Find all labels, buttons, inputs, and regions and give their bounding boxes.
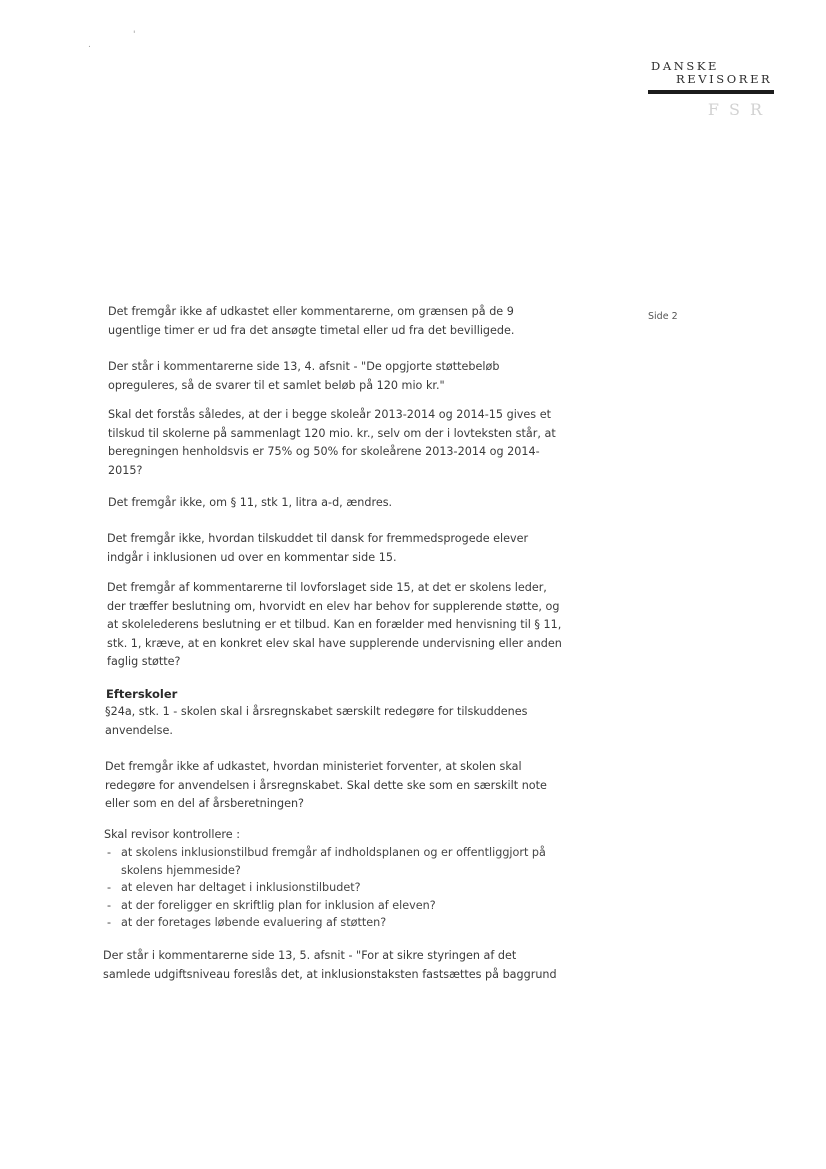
revisor-intro: [104, 826, 240, 845]
paragraph: [107, 530, 528, 567]
text-line: Det fremgår ikke af udkastet eller kommentarerne, om grænsen på de 9: [108, 305, 514, 318]
text-line: ugentlige timer er ud fra det ansøgte timetal eller ud fra det bevilligede.: [108, 323, 515, 337]
paragraph: [105, 703, 528, 740]
text-line: Skal det forstås således, at der i begge skoleår 2013-2014 og 2014-15 gives et: [108, 408, 551, 421]
section-heading-efterskoler: Efterskoler: [106, 687, 178, 701]
text-line: at eleven har deltaget i inklusionstilbudet?: [121, 881, 361, 894]
text-line: eller som en del af årsberetningen?: [105, 797, 304, 810]
text-line: Skal revisor kontrollere :: [104, 828, 240, 841]
list-dash: -: [107, 881, 112, 894]
page-number: Side 2: [648, 311, 678, 322]
list-item: [104, 897, 546, 915]
text-line: 2015?: [108, 463, 143, 477]
text-line: Det fremgår ikke af udkastet, hvordan ministeriet forventer, at skolen skal: [105, 760, 522, 773]
paragraph: [108, 406, 556, 480]
revisor-checklist: [104, 844, 546, 932]
list-dash: -: [107, 898, 112, 912]
text-line: indgår i inklusionen ud over en kommentar side 15.: [107, 550, 397, 564]
paragraph: [105, 758, 547, 814]
scan-speck: .: [88, 40, 91, 50]
paragraph: [108, 303, 514, 340]
text-line: anvendelse.: [105, 723, 173, 737]
scan-speck: ': [133, 30, 136, 40]
text-line: redegøre for anvendelsen i årsregnskabet. Skal dette ske som en særskilt note: [105, 778, 547, 792]
text-line: at der foreligger en skriftlig plan for inklusion af eleven?: [121, 898, 436, 912]
paragraph: [108, 358, 499, 395]
text-line: skolens hjemmeside?: [121, 863, 241, 877]
text-line: samlede udgiftsniveau foreslås det, at inklusionstaksten fastsættes på baggrund: [103, 967, 557, 981]
list-item: [104, 844, 546, 879]
list-dash: -: [107, 916, 112, 929]
text-line: Det fremgår ikke, om § 11, stk 1, litra a-d, ændres.: [108, 496, 393, 509]
text-line: stk. 1, kræve, at en konkret elev skal have supplerende undervisning eller anden: [107, 636, 562, 650]
text-line: at skolens inklusionstilbud fremgår af indholdsplanen og er offentliggjort på: [121, 846, 546, 859]
logo-line-2: REVISORER: [676, 72, 773, 86]
paragraph: [103, 947, 557, 984]
text-line: tilskud til skolerne på sammenlagt 120 mio. kr., selv om der i lovteksten står, at: [108, 426, 556, 440]
logo-rule: [648, 90, 774, 94]
logo-line-1: DANSKE: [651, 59, 720, 73]
paragraph: [108, 494, 392, 513]
text-line: §24a, stk. 1 - skolen skal i årsregnskabet særskilt redegøre for tilskuddenes: [105, 705, 528, 718]
paragraph: [107, 579, 562, 672]
text-line: opreguleres, så de svarer til et samlet beløb på 120 mio kr.": [108, 378, 445, 392]
text-line: at der foretages løbende evaluering af støtten?: [121, 916, 387, 929]
text-line: Der står i kommentarerne side 13, 5. afsnit - "For at sikre styringen af det: [103, 949, 517, 962]
text-line: Det fremgår ikke, hvordan tilskuddet til dansk for fremmedsprogede elever: [107, 532, 529, 545]
logo-monogram: FSR: [707, 100, 772, 119]
list-item: [104, 914, 546, 932]
text-line: at skolelederens beslutning er et tilbud. Kan en forælder med henvisning til § 11,: [107, 618, 562, 631]
text-line: faglig støtte?: [107, 655, 181, 668]
text-line: Det fremgår af kommentarerne til lovforslaget side 15, at det er skolens leder,: [107, 581, 547, 594]
list-item: [104, 879, 546, 897]
danske-revisorer-logo: [648, 60, 774, 119]
text-line: Der står i kommentarerne side 13, 4. afsnit - "De opgjorte støttebeløb: [108, 360, 500, 373]
text-line: beregningen henholdsvis er 75% og 50% for skoleårene 2013-2014 og 2014-: [108, 445, 540, 458]
list-dash: -: [107, 846, 112, 859]
text-line: der træffer beslutning om, hvorvidt en elev har behov for supplerende støtte, og: [107, 599, 560, 613]
